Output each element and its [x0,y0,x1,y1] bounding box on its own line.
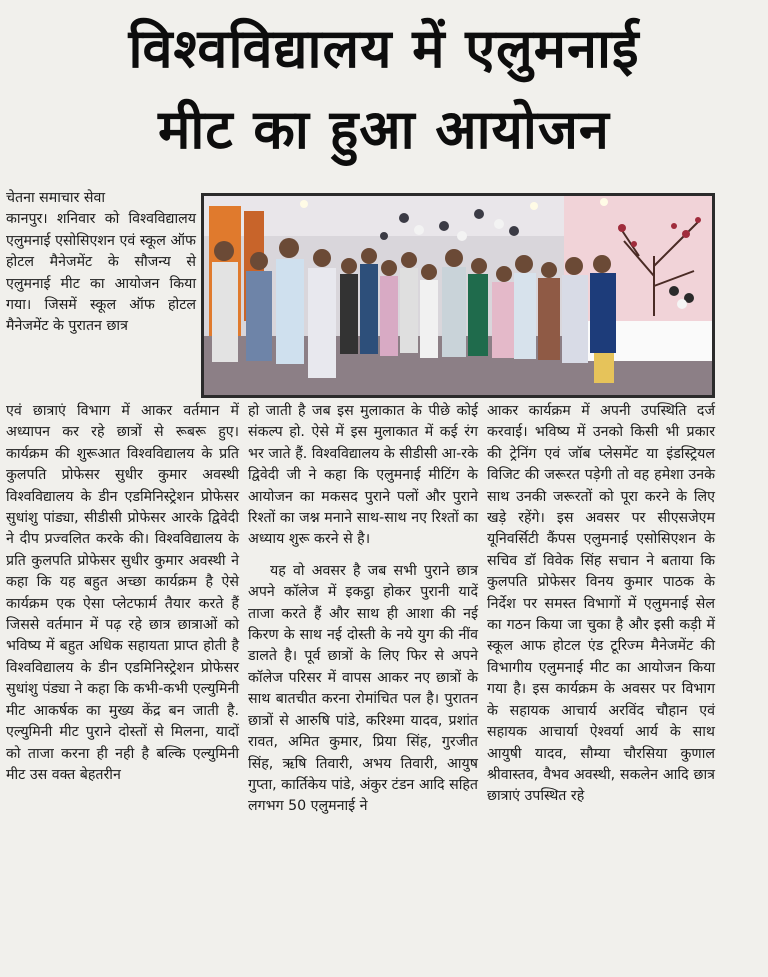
event-group-photo [201,193,715,398]
headline-line-2: मीट का हुआ आयोजन [158,98,610,161]
article-column-3 [487,401,715,808]
group-photo-image [204,196,712,395]
article-col1-text: एवं छात्राएं विभाग में आकर वर्तमान में अध्यापन कर रहे छात्रों से रूबरू हुए। कार्यक्रम की शुरूआत विश्वविद्यालय के प्रति कुलपति प्रोफेसर सुधीर कुमार अवस्थी विश्वविद्यालय के डीन एडमिनिस्ट्रेशन प्रोफेसर सुधांशु पांड्या, सीडीसी प्रोफेसर आरके द्विवेदी ने दीप प्रज्वलित करके की। विश्वविद्यालय के प्रति कुलपति प्रोफेसर सुधीर कुमार अवस्थी ने कहा कि यह बहुत अच्छा कार्यक्रम है ऐसे कार्यक्रम एक ऐसा प्लेटफार्म तैयार करते हैं जिससे वर्तमान में पढ़ रहे छात्र छात्राओं को भविष्य में बहुत अधिक सहायता प्राप्त होती है विश्वविद्यालय के डीन एडमिनिस्ट्रेशन प्रोफेसर सुधांशु पंड्या ने कहा कि कभी-कभी एल्युमिनी मीट आकर्षक का मुख्य केंद्र बन जाती है. एल्युमिनी मीट पुराने दोस्तों से मिलना, यादों को ताजा करना ही नही है बल्कि एल्युमिनी मीट उस वक्त बेहतरीन [6,403,239,783]
article-column-1-top [6,188,196,338]
article-column-1 [6,401,239,786]
article-col2-para-2: यह वो अवसर है जब सभी पुराने छात्र अपने कॉलेज में इकट्ठा होकर पुरानी यादें ताजा करते हैं और साथ ही आशा की नई किरण के साथ नई दोस्ती के नये युग की नींव डालते है। पूर्व छात्रों के लिए फिर से अपने कॉलेज परिसर में वापस आकर नए छात्रों के साथ बातचीत करना रोमांचित पल है। पुरातन छात्रों से आरुषि पांडे, करिश्मा यादव, प्रशांत रावत, अमित कुमार, प्रिया सिंह, गुरजीत सिंह, ऋषि तिवारी, अभय तिवारी, आयुष गुप्ता, कार्तिकेय पांडे, अंकुर टंडन आदि सहित लगभग 50 एलुमनाई ने [248,562,478,815]
headline-line-1: विश्वविद्यालय में एलुमनाई [128,17,640,80]
article-col2-para-1: हो जाती है जब इस मुलाकात के पीछे कोई संकल्प हो. ऐसे में इस मुलाकात में कई रंग भर जाते हैं. विश्वविद्यालय के सीडीसी आ-रके द्विवेदी जी ने कहा कि एलुमनाई मीटिंग के आयोजन का मकसद पुराने पलों और पुराने रिश्तों का जश्न मनाने साथ-साथ नए रिश्तों का अध्याय शुरू करने से है। [248,403,478,548]
article-col3-text: आकर कार्यक्रम में अपनी उपस्थिति दर्ज करवाई। भविष्य में उनको किसी भी प्रकार की ट्रेनिंग एवं जॉब प्लेसमेंट या इंडस्ट्रियल विजिट की जरूरत पड़ेगी तो वह हमेशा उनके साथ उनकी जरूरतों को पूरा करने के लिए खड़े रहेंगे। इस अवसर पर सीएसजेएम यूनिवर्सिटी कैंपस एलुमनाई एसोसिएशन के सचिव डॉ विवेक सिंह सचान ने बताया कि कुलपति प्रोफेसर विनय कुमार पाठक के निर्देश पर समस्त विभागों में एलुमनाई सेल का गठन किया जा चुका है और इसी कड़ी में स्कूल आफ होटल एंड टूरिज्म मैनेजमेंट की विभागीय एलुमनाई मीट का आयोजन किया गया है। इस कार्यक्रम के अवसर पर विभाग के सहायक आचार्य अरविंद चौहान एवं सहायक आचार्या ऐश्वर्या आर्य के साथ आयुषी यादव, सौम्या चौरसिया कुणाल श्रीवास्तव, वैभव अवस्थी, सकलेन आदि छात्र छात्राएं उपस्थित रहे [487,403,715,805]
article-intro: कानपुर। शनिवार को विश्वविद्यालय एलुमनाई एसोसिएशन एवं स्कूल ऑफ होटल मैनेजमेंट के सौजन्य से एलुमनाई मीट का आयोजन किया गया। जिसमें स्कूल ऑफ होटल मैनेजमेंट के पुरातन छात्र [6,211,196,335]
news-credit: चेतना समाचार सेवा [6,190,106,206]
article-column-2 [248,401,478,818]
